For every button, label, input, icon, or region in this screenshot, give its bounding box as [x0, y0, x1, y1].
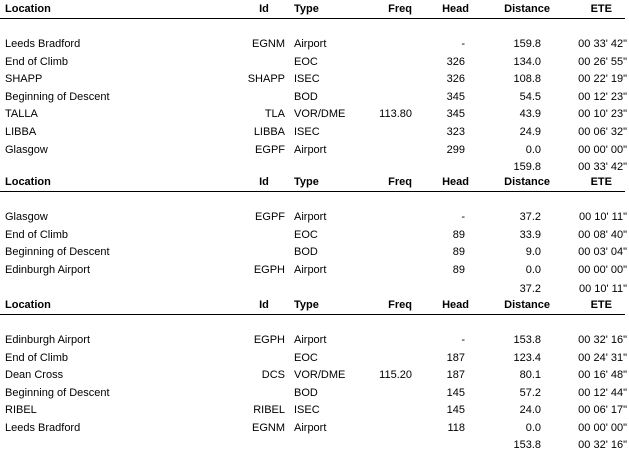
table-header [0, 299, 629, 315]
cell-id: DCS [261, 369, 285, 382]
cell-id: EGPH [253, 264, 285, 277]
cell-type: BOD [294, 246, 318, 259]
cell-distance: 0.0 [525, 143, 541, 156]
cell-location: LIBBA [5, 126, 37, 138]
cell-ete: 00 06' 17" [578, 404, 627, 417]
cell-ete: 00 24' 31" [578, 351, 627, 364]
cell-head: 89 [452, 228, 465, 241]
table-row [0, 38, 629, 56]
cell-ete: 00 32' 16" [578, 334, 627, 346]
cell-id: LIBBA [253, 126, 285, 138]
cell-type: EOC [294, 55, 318, 68]
table-row [0, 73, 629, 91]
table-row [0, 229, 629, 247]
leg-total-row [0, 161, 629, 170]
cell-head: 187 [446, 369, 465, 382]
column-header-ete: ETE [590, 299, 612, 311]
cell-location: Beginning of Descent [5, 90, 110, 103]
cell-location: Dean Cross [5, 369, 64, 382]
cell-freq: 115.20 [379, 369, 412, 382]
cell-location: Leeds Bradford [5, 422, 81, 434]
cell-id: TLA [264, 108, 285, 121]
table-row [0, 144, 629, 162]
column-header-location: Location [5, 176, 51, 188]
cell-head: 118 [447, 422, 465, 434]
cell-head: 299 [446, 143, 465, 156]
total-distance: 37.2 [519, 283, 541, 295]
table-row [0, 352, 629, 370]
table-row [0, 108, 629, 126]
cell-distance: 43.9 [519, 108, 541, 121]
cell-head: 326 [446, 55, 465, 68]
cell-head: 89 [452, 246, 465, 259]
cell-distance: 57.2 [519, 386, 541, 399]
cell-head: 145 [446, 404, 465, 417]
total-distance: 153.8 [513, 439, 541, 451]
header-rule [0, 191, 625, 192]
column-header-distance: Distance [504, 3, 550, 15]
table-row [0, 56, 629, 74]
table-row [0, 246, 629, 264]
cell-distance: 9.0 [525, 246, 541, 259]
cell-location: Glasgow [5, 143, 48, 156]
cell-type: ISEC [294, 73, 320, 86]
column-header-freq: Freq [388, 3, 412, 15]
cell-distance: 123.4 [513, 351, 541, 364]
cell-type: Airport [294, 334, 327, 346]
column-header-freq: Freq [388, 176, 412, 188]
cell-distance: 0.0 [525, 422, 541, 434]
cell-location: End of Climb [5, 228, 68, 241]
column-header-freq: Freq [388, 299, 412, 311]
column-header-ete: ETE [590, 3, 612, 15]
table-row [0, 126, 629, 144]
table-row [0, 211, 629, 229]
cell-head: 145 [446, 386, 465, 399]
cell-distance: 108.8 [513, 73, 541, 86]
total-ete: 00 10' 11" [578, 283, 627, 295]
cell-freq: 113.80 [379, 108, 412, 121]
cell-distance: 159.8 [513, 38, 541, 50]
cell-type: Airport [294, 143, 327, 156]
total-distance: 159.8 [513, 161, 541, 170]
cell-ete: 00 10' 11" [578, 211, 627, 223]
cell-location: Leeds Bradford [5, 38, 81, 50]
cell-type: ISEC [294, 126, 320, 138]
cell-id: EGNM [252, 38, 285, 50]
cell-location: End of Climb [5, 55, 68, 68]
cell-head: 323 [446, 126, 465, 138]
leg-total-row [0, 439, 629, 457]
cell-location: RIBEL [5, 404, 37, 417]
cell-location: Glasgow [5, 211, 48, 223]
table-row [0, 334, 629, 352]
column-header-location: Location [5, 299, 51, 311]
cell-ete: 00 26' 55" [578, 55, 627, 68]
total-ete: 00 32' 16" [578, 439, 627, 451]
cell-distance: 33.9 [519, 228, 541, 241]
cell-head: - [461, 38, 465, 50]
cell-location: Beginning of Descent [5, 386, 110, 399]
cell-head: 345 [446, 108, 465, 121]
cell-id: EGPH [253, 334, 285, 346]
table-row [0, 264, 629, 282]
column-header-distance: Distance [504, 176, 550, 188]
cell-id: EGPF [255, 143, 285, 156]
total-ete: 00 33' 42" [578, 161, 627, 170]
column-header-head: Head [442, 176, 469, 188]
column-header-type: Type [294, 299, 319, 311]
cell-distance: 24.9 [519, 126, 541, 138]
cell-id: RIBEL [253, 404, 285, 417]
column-header-id: Id [259, 299, 269, 311]
cell-ete: 00 10' 23" [578, 108, 627, 121]
cell-distance: 37.2 [519, 211, 541, 223]
cell-id: SHAPP [247, 73, 285, 86]
column-header-type: Type [294, 3, 319, 15]
cell-type: VOR/DME [294, 108, 346, 121]
cell-id: EGNM [252, 422, 285, 434]
cell-type: Airport [294, 264, 327, 277]
table-header [0, 176, 629, 192]
table-row [0, 404, 629, 422]
cell-distance: 80.1 [519, 369, 541, 382]
cell-head: 187 [446, 351, 465, 364]
column-header-location: Location [5, 3, 51, 15]
cell-location: Edinburgh Airport [5, 264, 90, 277]
cell-ete: 00 00' 00" [578, 264, 627, 277]
cell-location: Edinburgh Airport [5, 334, 90, 346]
cell-id: EGPF [255, 211, 285, 223]
cell-ete: 00 03' 04" [578, 246, 627, 259]
column-header-type: Type [294, 176, 319, 188]
cell-location: SHAPP [5, 73, 43, 86]
cell-type: Airport [294, 211, 327, 223]
cell-location: End of Climb [5, 351, 68, 364]
cell-type: ISEC [294, 404, 320, 417]
column-header-id: Id [259, 3, 269, 15]
cell-location: TALLA [5, 108, 38, 121]
cell-type: EOC [294, 351, 318, 364]
cell-head: - [461, 334, 465, 346]
cell-distance: 134.0 [513, 55, 541, 68]
cell-distance: 24.0 [519, 404, 541, 417]
cell-head: 345 [446, 90, 465, 103]
cell-type: VOR/DME [294, 369, 346, 382]
column-header-ete: ETE [590, 176, 612, 188]
column-header-head: Head [442, 299, 469, 311]
cell-type: BOD [294, 386, 318, 399]
cell-ete: 00 16' 48" [578, 369, 627, 382]
cell-head: - [461, 211, 465, 223]
table-row [0, 91, 629, 109]
table-row [0, 387, 629, 405]
table-row [0, 369, 629, 387]
cell-distance: 0.0 [525, 264, 541, 277]
cell-ete: 00 08' 40" [578, 228, 627, 241]
cell-type: Airport [294, 38, 327, 50]
cell-ete: 00 12' 23" [578, 90, 627, 103]
header-rule [0, 314, 625, 315]
cell-ete: 00 00' 00" [578, 422, 627, 434]
cell-ete: 00 22' 19" [578, 73, 627, 86]
cell-ete: 00 00' 00" [578, 143, 627, 156]
cell-type: EOC [294, 228, 318, 241]
cell-distance: 153.8 [513, 334, 541, 346]
cell-distance: 54.5 [519, 90, 541, 103]
column-header-head: Head [442, 3, 469, 15]
column-header-distance: Distance [504, 299, 550, 311]
cell-head: 326 [446, 73, 465, 86]
cell-type: BOD [294, 90, 318, 103]
column-header-id: Id [259, 176, 269, 188]
cell-location: Beginning of Descent [5, 246, 110, 259]
cell-head: 89 [452, 264, 465, 277]
cell-ete: 00 33' 42" [578, 38, 627, 50]
cell-ete: 00 12' 44" [578, 386, 627, 399]
table-row [0, 422, 629, 440]
cell-ete: 00 06' 32" [578, 126, 627, 138]
header-rule [0, 18, 625, 19]
cell-type: Airport [294, 422, 327, 434]
table-header [0, 3, 629, 19]
